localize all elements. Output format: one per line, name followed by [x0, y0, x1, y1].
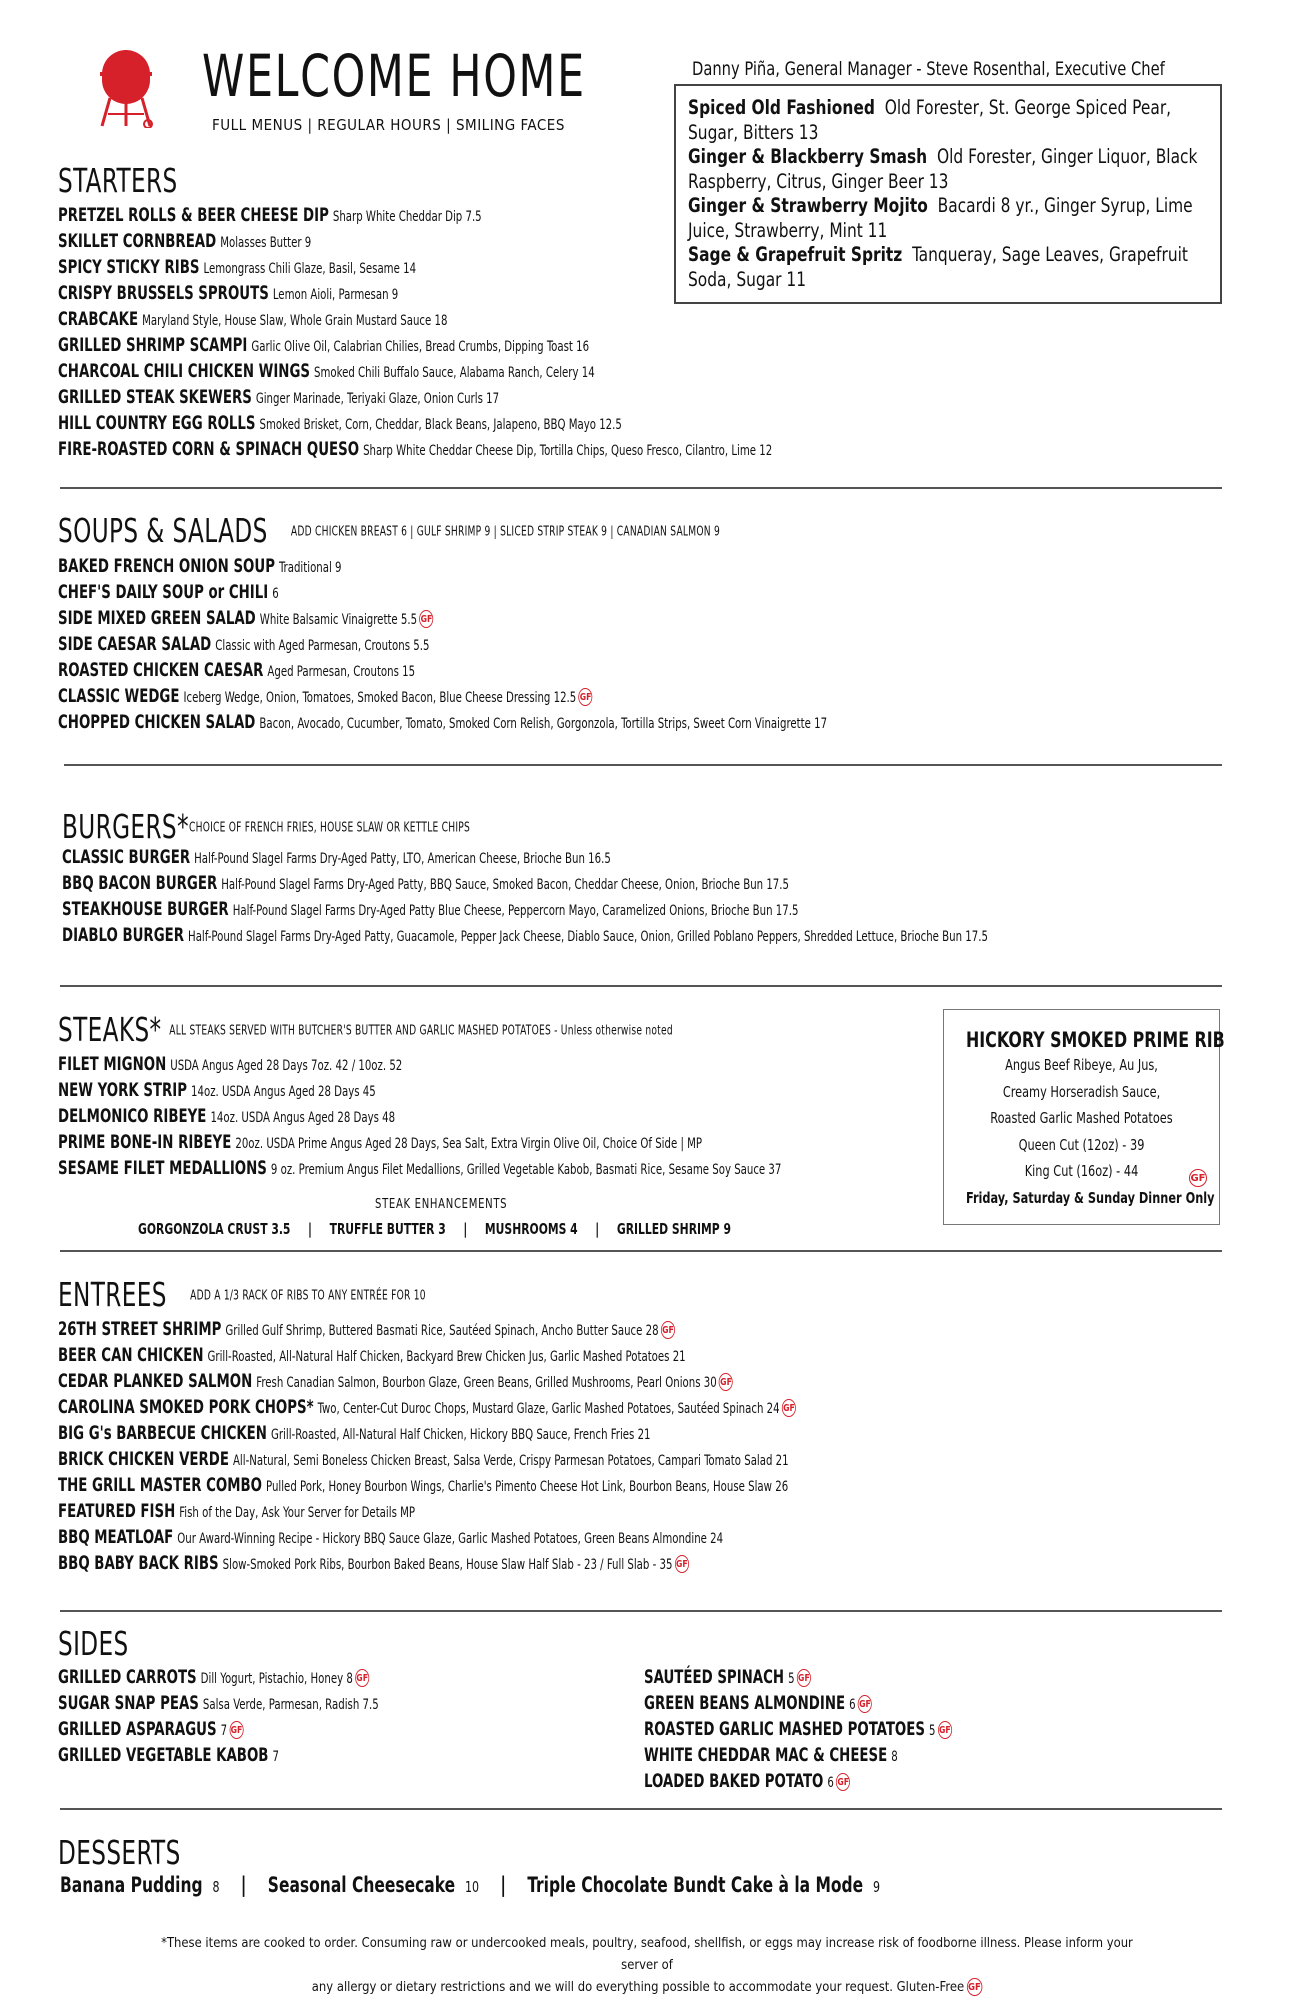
gluten-free-icon: GF [967, 1978, 982, 1996]
starters-heading: STARTERS [58, 161, 178, 200]
dessert-price: 8 [212, 1878, 220, 1896]
gluten-free-icon: GF [355, 1669, 369, 1687]
steaks-list [58, 1051, 781, 1181]
menu-item: WHITE CHEDDAR MAC & CHEESE 8 [644, 1744, 898, 1766]
dessert-price: 9 [872, 1878, 881, 1896]
gluten-free-icon: GF [719, 1373, 733, 1391]
menu-item: CEDAR PLANKED SALMON Fresh Canadian Salmon, Bourbon Glaze, Green Beans, Grilled Mushrooms, Pearl Onions 30 GF [58, 1370, 732, 1392]
gluten-free-icon: GF [797, 1669, 811, 1687]
menu-item: GRILLED CARROTS Dill Yogurt, Pistachio, Honey 8 GF [58, 1666, 369, 1688]
gluten-free-icon: GF [419, 610, 433, 628]
soups-list [58, 553, 827, 735]
menu-item: LOADED BAKED POTATO 6 GF [644, 1770, 850, 1792]
menu-item: SESAME FILET MEDALLIONS 9 oz. Premium Angus Filet Medallions, Grilled Vegetable Kabob, Basmati Rice, Sesame Soy Sauce 37 [58, 1157, 782, 1179]
steak-enhancements-heading: STEAK ENHANCEMENTS [375, 1197, 508, 1212]
menu-item: BBQ BACON BURGER Half-Pound Slagel Farms Dry-Aged Patty, BBQ Sauce, Smoked Bacon, Cheddar Cheese, Onion, Brioche Bun 17.5 [62, 872, 789, 894]
gluten-free-icon: GF [661, 1321, 675, 1339]
prime-rib-line: King Cut (16oz) - 44 [1024, 1162, 1139, 1180]
prime-rib-line: Angus Beef Ribeye, Au Jus, [1005, 1056, 1158, 1074]
menu-item: GRILLED STEAK SKEWERS Ginger Marinade, Teriyaki Glaze, Onion Curls 17 [58, 386, 500, 408]
menu-item: ROASTED CHICKEN CAESAR Aged Parmesan, Croutons 15 [58, 659, 416, 681]
prime-rib-title: HICKORY SMOKED PRIME RIB [966, 1028, 1225, 1052]
burgers-heading: BURGERS*CHOICE OF FRENCH FRIES, HOUSE SLAW OR KETTLE CHIPS [62, 807, 471, 846]
gluten-free-icon: GF [1189, 1169, 1207, 1187]
menu-item: ROASTED GARLIC MASHED POTATOES 5 GF [644, 1718, 951, 1740]
menu-item: BBQ MEATLOAF Our Award-Winning Recipe - Hickory BBQ Sauce Glaze, Garlic Mashed Potatoes, Green Beans Almondine 24 [58, 1526, 724, 1548]
enhancement-item: GRILLED SHRIMP 9 [616, 1220, 731, 1238]
sides-left-list [58, 1664, 379, 1768]
staff-credits: Danny Piña, General Manager - Steve Rosenthal, Executive Chef [692, 58, 1165, 80]
menu-item: SUGAR SNAP PEAS Salsa Verde, Parmesan, Radish 7.5 [58, 1692, 379, 1714]
section-divider [60, 985, 1222, 987]
burgers-list [62, 844, 988, 948]
menu-item: PRETZEL ROLLS & BEER CHEESE DIP Sharp White Cheddar Dip 7.5 [58, 204, 482, 226]
gluten-free-icon: GF [858, 1695, 872, 1713]
menu-item: DIABLO BURGER Half-Pound Slagel Farms Dry-Aged Patty, Guacamole, Pepper Jack Cheese, Diablo Sauce, Onion, Grilled Poblano Peppers, Shredded Lettuce, Brioche Bun 17.5 [62, 924, 988, 946]
page-subtitle: FULL MENUS | REGULAR HOURS | SMILING FACES [212, 116, 565, 134]
menu-item: SIDE CAESAR SALAD Classic with Aged Parmesan, Croutons 5.5 [58, 633, 430, 655]
section-divider [60, 1610, 1222, 1612]
prime-rib-availability: Friday, Saturday & Sunday Dinner Only [966, 1188, 1215, 1207]
footer-disclaimer [60, 1932, 1234, 1998]
menu-item: SAUTÉED SPINACH 5 GF [644, 1666, 810, 1688]
steak-enhancements: GORGONZOLA CRUST 3.5 | TRUFFLE BUTTER 3 | MUSHROOMS 4 | GRILLED SHRIMP 9 [138, 1220, 731, 1238]
menu-item: FEATURED FISH Fish of the Day, Ask Your Server for Details MP [58, 1500, 416, 1522]
menu-item: CHARCOAL CHILI CHICKEN WINGS Smoked Chili Buffalo Sauce, Alabama Ranch, Celery 14 [58, 360, 595, 382]
section-divider [64, 764, 1222, 766]
menu-item: 26TH STREET SHRIMP Grilled Gulf Shrimp, Buttered Basmati Rice, Sautéed Spinach, Ancho Butter Sauce 28 GF [58, 1318, 674, 1340]
prime-rib-line: Queen Cut (12oz) - 39 [1018, 1135, 1145, 1154]
gluten-free-icon: GF [938, 1721, 952, 1739]
sides-heading: SIDES [58, 1624, 129, 1663]
prime-rib-line: Creamy Horseradish Sauce, [1002, 1082, 1161, 1101]
prime-rib-line: Roasted Garlic Mashed Potatoes [990, 1109, 1173, 1127]
menu-item: CLASSIC WEDGE Iceberg Wedge, Onion, Tomatoes, Smoked Bacon, Blue Cheese Dressing 12.5 GF [58, 685, 592, 707]
desserts-list: Banana Pudding 8 | Seasonal Cheesecake 10 | Triple Chocolate Bundt Cake à la Mode 9 [60, 1873, 881, 1897]
menu-item: CLASSIC BURGER Half-Pound Slagel Farms Dry-Aged Patty, LTO, American Cheese, Brioche Bun 16.5 [62, 846, 611, 868]
page-title: WELCOME HOME [202, 42, 586, 110]
gluten-free-icon: GF [579, 688, 593, 706]
section-divider [60, 487, 1222, 489]
grill-logo [98, 46, 154, 128]
menu-item: SIDE MIXED GREEN SALAD White Balsamic Vinaigrette 5.5 GF [58, 607, 433, 629]
menu-item: SKILLET CORNBREAD Molasses Butter 9 [58, 230, 312, 252]
menu-item: THE GRILL MASTER COMBO Pulled Pork, Honey Bourbon Wings, Charlie's Pimento Cheese Hot Link, Bourbon Beans, House Slaw 26 [58, 1474, 789, 1496]
cocktail-item: Ginger & Strawberry Mojito Bacardi 8 yr., Ginger Syrup, Lime Juice, Strawberry, Mint 11 [688, 194, 1193, 242]
desserts-heading: DESSERTS [58, 1833, 181, 1872]
menu-item: CRISPY BRUSSELS SPROUTS Lemon Aioli, Parmesan 9 [58, 282, 399, 304]
cocktail-item: Ginger & Blackberry Smash Old Forester, Ginger Liquor, Black Raspberry, Citrus, Ginger Beer 13 [688, 145, 1198, 193]
dessert-price: 10 [464, 1878, 480, 1896]
gluten-free-icon: GF [229, 1721, 243, 1739]
menu-item: SPICY STICKY RIBS Lemongrass Chili Glaze, Basil, Sesame 14 [58, 256, 417, 278]
menu-item: CAROLINA SMOKED PORK CHOPS* Two, Center-Cut Duroc Chops, Mustard Glaze, Garlic Mashed Potatoes, Sautéed Spinach 24 GF [58, 1396, 795, 1418]
gluten-free-icon: GF [836, 1773, 850, 1791]
menu-item: NEW YORK STRIP 14oz. USDA Angus Aged 28 Days 45 [58, 1079, 376, 1101]
menu-item: BAKED FRENCH ONION SOUP Traditional 9 [58, 555, 342, 577]
starters-list [58, 202, 772, 462]
menu-item: FIRE-ROASTED CORN & SPINACH QUESO Sharp White Cheddar Cheese Dip, Tortilla Chips, Queso Fresco, Cilantro, Lime 12 [58, 438, 773, 460]
dessert-item: Seasonal Cheesecake [267, 1873, 456, 1897]
soups-addons: ADD CHICKEN BREAST 6 | GULF SHRIMP 9 | SLICED STRIP STEAK 9 | CANADIAN SALMON 9 [290, 524, 720, 540]
soups-heading: SOUPS & SALADS ADD CHICKEN BREAST 6 | GULF SHRIMP 9 | SLICED STRIP STEAK 9 | CANADIAN SALMON 9 [58, 511, 720, 550]
entrees-note: ADD A 1/3 RACK OF RIBS TO ANY ENTRÉE FOR 10 [190, 1288, 426, 1304]
entrees-heading: ENTREES ADD A 1/3 RACK OF RIBS TO ANY ENTRÉE FOR 10 [58, 1275, 426, 1314]
enhancement-item: GORGONZOLA CRUST 3.5 [138, 1220, 291, 1238]
steaks-heading: STEAKS* ALL STEAKS SERVED WITH BUTCHER'S BUTTER AND GARLIC MASHED POTATOES - Unless otherwise noted [58, 1010, 673, 1049]
menu-item: GRILLED SHRIMP SCAMPI Garlic Olive Oil, Calabrian Chilies, Bread Crumbs, Dipping Toast 16 [58, 334, 590, 356]
disclaimer-line: *These items are cooked to order. Consuming raw or undercooked meals, poultry, seafood, shellfish, or eggs may increase risk of foodborne illness. Please inform your server of [161, 1935, 1133, 1973]
menu-item: STEAKHOUSE BURGER Half-Pound Slagel Farms Dry-Aged Patty Blue Cheese, Peppercorn Mayo, Caramelized Onions, Brioche Bun 17.5 [62, 898, 799, 920]
cocktail-item: Sage & Grapefruit Spritz Tanqueray, Sage Leaves, Grapefruit Soda, Sugar 11 [688, 243, 1188, 291]
menu-item: BBQ BABY BACK RIBS Slow-Smoked Pork Ribs, Bourbon Baked Beans, House Slaw Half Slab - 23 / Full Slab - 35 GF [58, 1552, 688, 1574]
menu-item: BEER CAN CHICKEN Grill-Roasted, All-Natural Half Chicken, Backyard Brew Chicken Jus, Garlic Mashed Potatoes 21 [58, 1344, 686, 1366]
dessert-item: Banana Pudding [60, 1873, 203, 1897]
gluten-free-icon: GF [675, 1555, 689, 1573]
enhancement-item: MUSHROOMS 4 [484, 1220, 578, 1238]
menu-item: BRICK CHICKEN VERDE All-Natural, Semi Boneless Chicken Breast, Salsa Verde, Crispy Parmesan Potatoes, Campari Tomato Salad 21 [58, 1448, 789, 1470]
enhancement-item: TRUFFLE BUTTER 3 [329, 1220, 446, 1238]
burgers-note: CHOICE OF FRENCH FRIES, HOUSE SLAW OR KETTLE CHIPS [188, 820, 471, 836]
menu-item: BIG G's BARBECUE CHICKEN Grill-Roasted, All-Natural Half Chicken, Hickory BBQ Sauce, French Fries 21 [58, 1422, 651, 1444]
menu-item: CHEF'S DAILY SOUP or CHILI 6 [58, 581, 279, 603]
menu-item: HILL COUNTRY EGG ROLLS Smoked Brisket, Corn, Cheddar, Black Beans, Jalapeno, BBQ Mayo 12.5 [58, 412, 622, 434]
cocktail-item: Spiced Old Fashioned Old Forester, St. George Spiced Pear, Sugar, Bitters 13 [688, 96, 1172, 144]
menu-item: CHOPPED CHICKEN SALAD Bacon, Avocado, Cucumber, Tomato, Smoked Corn Relish, Gorgonzola, Tortilla Strips, Sweet Corn Vinaigrette 17 [58, 711, 828, 733]
disclaimer-line: any allergy or dietary restrictions and we will do everything possible to accommodate your request. Gluten-Free [311, 1979, 965, 1995]
menu-item: DELMONICO RIBEYE 14oz. USDA Angus Aged 28 Days 48 [58, 1105, 396, 1127]
dessert-item: Triple Chocolate Bundt Cake à la Mode [527, 1873, 864, 1897]
menu-item: PRIME BONE-IN RIBEYE 20oz. USDA Prime Angus Aged 28 Days, Sea Salt, Extra Virgin Olive Oil, Choice Of Side | MP [58, 1131, 703, 1153]
entrees-list [58, 1316, 796, 1576]
menu-item: GRILLED ASPARAGUS 7 GF [58, 1718, 243, 1740]
section-divider [60, 1250, 1222, 1252]
gluten-free-icon: GF [782, 1399, 796, 1417]
steaks-note: ALL STEAKS SERVED WITH BUTCHER'S BUTTER AND GARLIC MASHED POTATOES - Unless otherwise noted [169, 1023, 673, 1039]
menu-item: CRABCAKE Maryland Style, House Slaw, Whole Grain Mustard Sauce 18 [58, 308, 448, 330]
menu-item: GRILLED VEGETABLE KABOB 7 [58, 1744, 279, 1766]
menu-item: FILET MIGNON USDA Angus Aged 28 Days 7oz. 42 / 10oz. 52 [58, 1053, 403, 1075]
section-divider [60, 1808, 1222, 1810]
prime-rib-box [943, 1009, 1225, 1225]
sides-right-list [644, 1664, 952, 1794]
menu-item: GREEN BEANS ALMONDINE 6 GF [644, 1692, 871, 1714]
